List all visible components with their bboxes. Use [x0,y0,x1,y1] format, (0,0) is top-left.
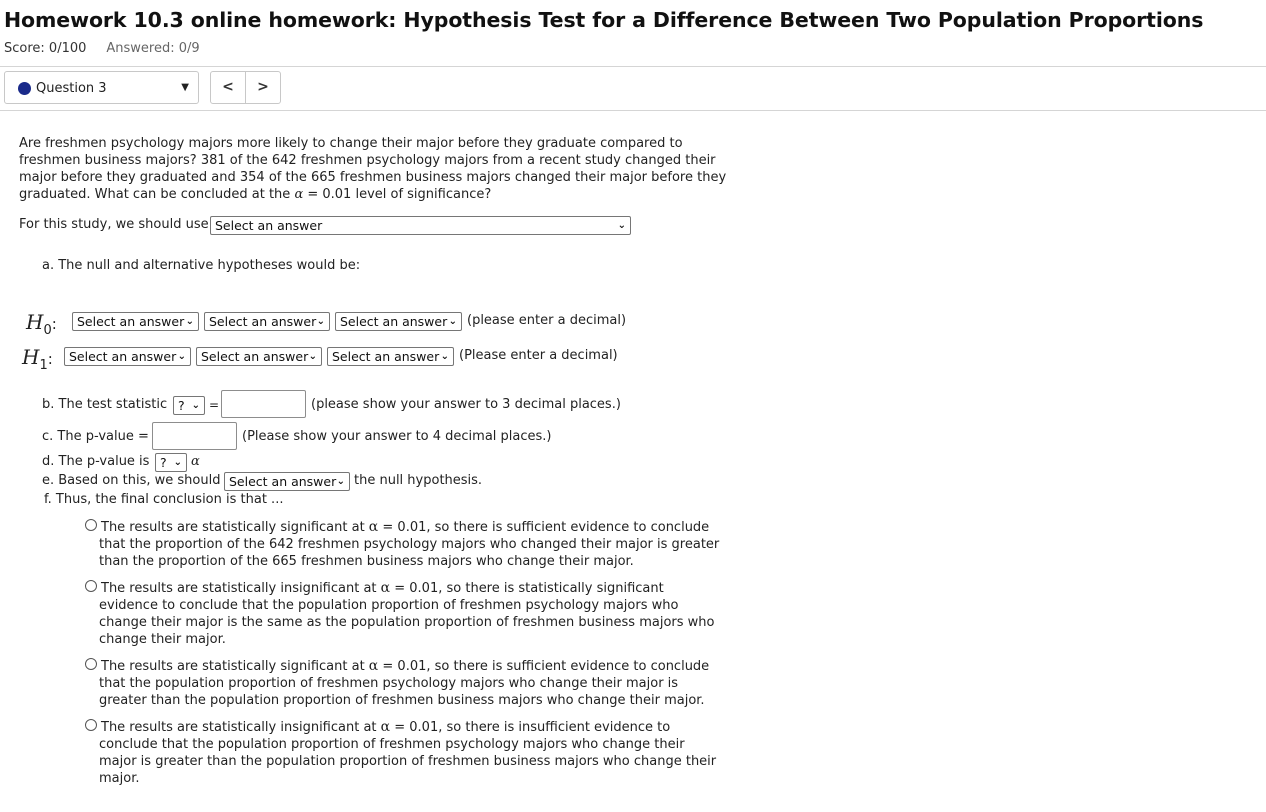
chevron-down-icon: ⌄ [440,351,449,362]
h1-value-select[interactable] [327,347,454,366]
decision-select-value: Select an answer [229,474,337,489]
p-value-input[interactable] [152,422,237,450]
h0-symbol: H [26,310,44,334]
conclusion-option-4[interactable] [99,719,724,787]
conclusion-option-3-radio[interactable] [85,658,97,670]
alpha-symbol: α [191,454,200,469]
alpha-symbol: α [368,658,379,674]
h0-value-select[interactable] [335,312,462,331]
question-select[interactable] [4,71,199,104]
alpha-symbol: α [380,580,391,596]
part-c-note: (Please show your answer to 4 decimal places.) [242,429,552,444]
chevron-down-icon: ⌄ [173,457,182,468]
h0-parameter-select-value: Select an answer [77,314,185,329]
alpha-symbol: α [380,719,391,735]
chevron-down-icon: ⌄ [177,351,186,362]
part-f-label: f. Thus, the final conclusion is that ... [44,492,284,507]
conclusion-option-1-radio[interactable] [85,519,97,531]
h0-operator-select[interactable] [204,312,330,331]
h0-operator-select-value: Select an answer [209,314,317,329]
part-d-label: d. The p-value is [42,454,150,469]
test-statistic-select-value: ? [178,398,185,413]
part-b-note: (please show your answer to 3 decimal places.) [311,397,621,412]
chevron-down-icon: ⌄ [617,220,626,231]
p-value-comparison-select[interactable] [155,453,187,472]
part-a-label: a. The null and alternative hypotheses would be: [42,258,361,273]
h1-colon: : [47,350,53,368]
h1-subscript: 1 [39,358,48,373]
option-text: The results are statistically significant at [101,659,369,674]
part-e-tail: the null hypothesis. [354,473,483,488]
h1-value-select-value: Select an answer [332,349,440,364]
part-b-label: b. The test statistic [42,397,168,412]
answered-text: Answered: 0/9 [106,41,200,56]
study-label: For this study, we should use [19,217,209,232]
study-test-select[interactable] [210,216,631,235]
problem-statement [19,135,739,203]
h0-value-select-value: Select an answer [340,314,448,329]
chevron-down-icon: ⌄ [308,351,317,362]
study-test-select-value: Select an answer [215,218,323,233]
h0-note: (please enter a decimal) [467,313,627,328]
conclusion-option-1[interactable] [99,519,724,570]
page-title: Homework 10.3 online homework: Hypothesis Test for a Difference Between Two Population Proportions [4,8,1204,32]
question-select-label: Question 3 [36,81,107,96]
score-text: Score: 0/100 [4,41,87,56]
p-value-comparison-select-value: ? [160,455,167,470]
nav-divider [0,110,1266,111]
conclusion-option-4-radio[interactable] [85,719,97,731]
problem-text: Are freshmen psychology majors more likely to change their major before they graduate compared to freshmen business majors? 381 of the 642 freshmen psychology majors from a recent study changed their major before they graduated and 354 of the 665 freshmen business majors changed their major before they graduated. What can be concluded at the [19,136,727,202]
question-status-dot-icon [18,82,31,95]
alpha-symbol: α [294,187,304,202]
chevron-right-icon: > [257,79,269,95]
h1-note: (Please enter a decimal) [459,348,618,363]
option-text-end: = 0.01, so there is sufficient evidence to conclude that the proportion of the 642 freshmen psychology majors who changed their major is greater than the proportion of the 665 freshmen business majors who change their major. [99,520,720,569]
equals-sign: = [209,398,220,412]
part-c-label: c. The p-value = [42,429,149,444]
h0-label [26,310,57,338]
chevron-down-icon: ⌄ [316,316,325,327]
option-text-end: = 0.01, so there is sufficient evidence to conclude that the population proportion of freshmen psychology majors who change their major is greater than the population proportion of freshmen business majors who change their major. [99,659,710,708]
part-e-label: e. Based on this, we should [42,473,221,488]
h0-colon: : [51,315,57,333]
test-statistic-select[interactable] [173,396,205,415]
alpha-symbol: α [368,519,379,535]
chevron-down-icon: ⌄ [191,400,200,411]
chevron-down-icon: ⌄ [336,476,345,487]
h1-label [22,345,53,373]
option-text: The results are statistically insignificant at [101,720,381,735]
score-line [4,41,200,56]
problem-text-end: = 0.01 level of significance? [303,187,492,202]
test-statistic-input[interactable] [221,390,306,418]
option-text: The results are statistically significant at [101,520,369,535]
previous-question-button[interactable] [210,71,246,104]
chevron-down-icon: ⌄ [448,316,457,327]
next-question-button[interactable] [245,71,281,104]
header-divider [0,66,1266,67]
option-text: The results are statistically insignificant at [101,581,381,596]
conclusion-option-3[interactable] [99,658,724,709]
conclusion-option-2[interactable] [99,580,724,648]
h0-subscript: 0 [43,323,52,338]
h1-parameter-select-value: Select an answer [69,349,177,364]
h1-operator-select[interactable] [196,347,322,366]
caret-down-icon: ▼ [181,82,189,93]
h1-symbol: H [22,345,40,369]
conclusion-option-2-radio[interactable] [85,580,97,592]
option-text-end: = 0.01, so there is statistically significant evidence to conclude that the population proportion of freshmen psychology majors who change their major is the same as the population proportion of freshmen business majors who change their major. [99,581,715,647]
h1-parameter-select[interactable] [64,347,191,366]
h0-parameter-select[interactable] [72,312,199,331]
option-text-end: = 0.01, so there is insufficient evidence to conclude that the population proportion of freshmen psychology majors who change their major is greater than the population proportion of freshmen business majors who change their major. [99,720,717,786]
chevron-left-icon: < [222,79,234,95]
h1-operator-select-value: Select an answer [201,349,309,364]
decision-select[interactable] [224,472,350,491]
chevron-down-icon: ⌄ [185,316,194,327]
